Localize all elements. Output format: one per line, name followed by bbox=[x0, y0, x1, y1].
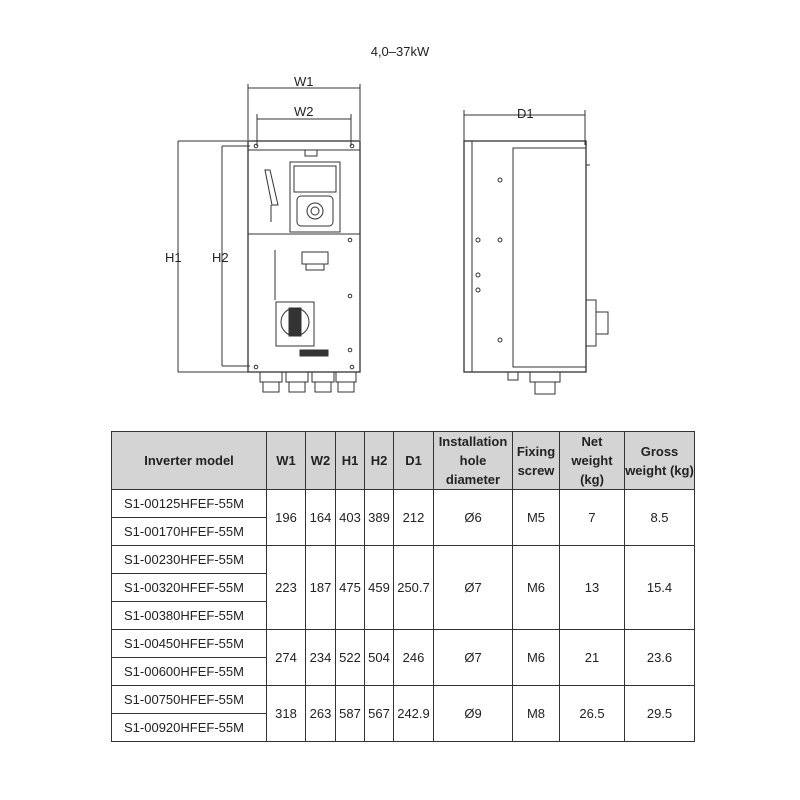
h2-cell: 504 bbox=[365, 630, 394, 686]
header-h2: H2 bbox=[365, 432, 394, 490]
model-cell: S1-00230HFEF-55M bbox=[112, 546, 267, 574]
gross-weight-cell: 29.5 bbox=[625, 686, 695, 742]
net-weight-cell: 13 bbox=[560, 546, 625, 630]
h1-cell: 403 bbox=[336, 490, 365, 546]
screw-cell: M6 bbox=[513, 546, 560, 630]
net-weight-cell: 26.5 bbox=[560, 686, 625, 742]
side-view-inverter bbox=[464, 141, 608, 394]
w2-cell: 187 bbox=[306, 546, 336, 630]
header-gross-weight: Gross weight (kg) bbox=[625, 432, 695, 490]
model-cell: S1-00320HFEF-55M bbox=[112, 574, 267, 602]
h1-cell: 587 bbox=[336, 686, 365, 742]
h1-cell: 522 bbox=[336, 630, 365, 686]
d1-cell: 212 bbox=[394, 490, 434, 546]
model-cell: S1-00170HFEF-55M bbox=[112, 518, 267, 546]
h1-label: H1 bbox=[165, 250, 182, 265]
header-hole-diameter: Installation hole diameter bbox=[434, 432, 513, 490]
d1-cell: 246 bbox=[394, 630, 434, 686]
front-view-inverter bbox=[248, 141, 360, 392]
h1-cell: 475 bbox=[336, 546, 365, 630]
model-cell: S1-00600HFEF-55M bbox=[112, 658, 267, 686]
w1-cell: 196 bbox=[267, 490, 306, 546]
h2-cell: 567 bbox=[365, 686, 394, 742]
header-fixing-screw: Fixing screw bbox=[513, 432, 560, 490]
w1-cell: 274 bbox=[267, 630, 306, 686]
w2-cell: 234 bbox=[306, 630, 336, 686]
d1-cell: 242.9 bbox=[394, 686, 434, 742]
model-cell: S1-00920HFEF-55M bbox=[112, 714, 267, 742]
spec-table bbox=[111, 431, 695, 742]
table-header-row bbox=[112, 432, 695, 490]
header-net-weight: Net weight (kg) bbox=[560, 432, 625, 490]
d1-label: D1 bbox=[517, 106, 534, 121]
table-row bbox=[112, 490, 695, 518]
table-row bbox=[112, 546, 695, 574]
model-cell: S1-00125HFEF-55M bbox=[112, 490, 267, 518]
hole-cell: Ø7 bbox=[434, 630, 513, 686]
w2-cell: 263 bbox=[306, 686, 336, 742]
w2-cell: 164 bbox=[306, 490, 336, 546]
w1-cell: 318 bbox=[267, 686, 306, 742]
h2-cell: 459 bbox=[365, 546, 394, 630]
w2-label: W2 bbox=[294, 104, 314, 119]
screw-cell: M8 bbox=[513, 686, 560, 742]
w1-cell: 223 bbox=[267, 546, 306, 630]
header-d1: D1 bbox=[394, 432, 434, 490]
hole-cell: Ø6 bbox=[434, 490, 513, 546]
net-weight-cell: 7 bbox=[560, 490, 625, 546]
hole-cell: Ø7 bbox=[434, 546, 513, 630]
header-h1: H1 bbox=[336, 432, 365, 490]
header-w2: W2 bbox=[306, 432, 336, 490]
screw-cell: M6 bbox=[513, 630, 560, 686]
d1-cell: 250.7 bbox=[394, 546, 434, 630]
hole-cell: Ø9 bbox=[434, 686, 513, 742]
header-inverter-model: Inverter model bbox=[112, 432, 267, 490]
net-weight-cell: 21 bbox=[560, 630, 625, 686]
figure-caption: 4,0–37kW bbox=[370, 44, 430, 59]
gross-weight-cell: 8.5 bbox=[625, 490, 695, 546]
h2-label: H2 bbox=[212, 250, 229, 265]
table-row bbox=[112, 630, 695, 658]
h2-cell: 389 bbox=[365, 490, 394, 546]
w1-label: W1 bbox=[294, 74, 314, 89]
model-cell: S1-00750HFEF-55M bbox=[112, 686, 267, 714]
screw-cell: M5 bbox=[513, 490, 560, 546]
model-cell: S1-00450HFEF-55M bbox=[112, 630, 267, 658]
model-cell: S1-00380HFEF-55M bbox=[112, 602, 267, 630]
table-row bbox=[112, 686, 695, 714]
header-w1: W1 bbox=[267, 432, 306, 490]
gross-weight-cell: 15.4 bbox=[625, 546, 695, 630]
gross-weight-cell: 23.6 bbox=[625, 630, 695, 686]
